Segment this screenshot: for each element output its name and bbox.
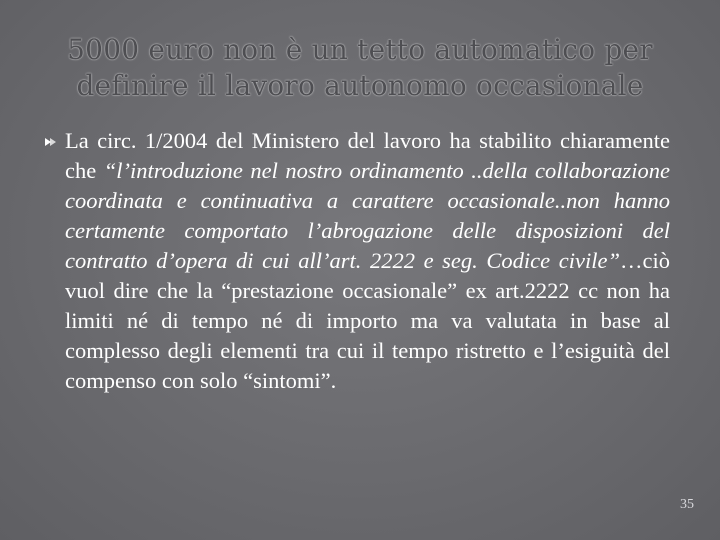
- body-text-intro: La circ. 1/2004 del Ministero del lavoro ha stabilito chiaramente che: [65, 128, 670, 183]
- bullet-paragraph: [44, 126, 670, 396]
- body-text-conclusion: …ciò vuol dire che la “prestazione occasionale” ex art.2222 cc non ha limiti né di tempo né di importo ma va valutata in base al complesso degli elementi tra cui il tempo ristretto e l’esiguità del compenso con solo “sintomi”.: [65, 248, 670, 393]
- arrow-bullet-icon: [44, 126, 65, 156]
- page-number: 35: [680, 497, 694, 512]
- body-text-quote: “l’introduzione nel nostro ordinamento ..della collaborazione coordinata e continuativa a carattere occasionale..non hanno certamente comportato l’abrogazione delle disposizioni del contratto d’opera di cui all’art. 2222 e seg. Codice civile”: [65, 158, 670, 273]
- slide-title: 5000 euro non è un tetto automatico per definire il lavoro autonomo occasionale: [67, 33, 653, 102]
- slide-body: [44, 126, 670, 396]
